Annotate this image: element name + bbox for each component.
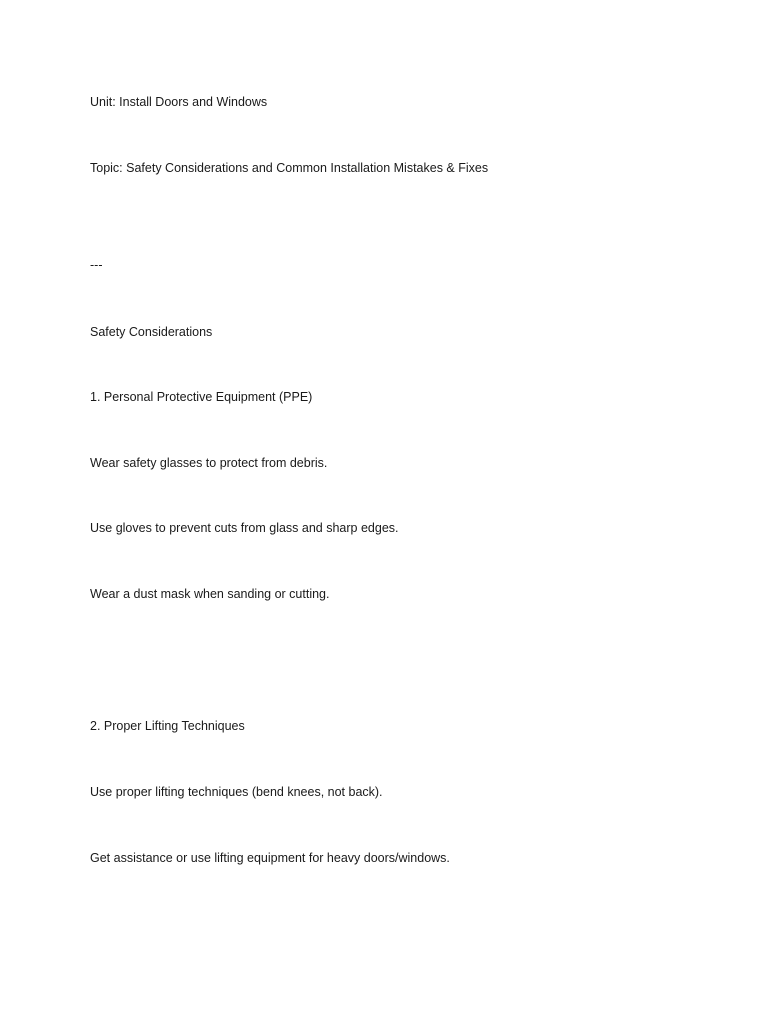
lifting-item: Get assistance or use lifting equipment for heavy doors/windows.	[90, 851, 450, 865]
lifting-heading: 2. Proper Lifting Techniques	[90, 719, 245, 733]
ppe-item: Wear a dust mask when sanding or cutting.	[90, 587, 330, 601]
ppe-heading: 1. Personal Protective Equipment (PPE)	[90, 390, 313, 404]
unit-title: Unit: Install Doors and Windows	[90, 95, 268, 109]
section-heading: Safety Considerations	[90, 325, 213, 339]
section-separator: ---	[90, 258, 103, 272]
ppe-item: Use gloves to prevent cuts from glass and sharp edges.	[90, 521, 399, 535]
lifting-item: Use proper lifting techniques (bend knees, not back).	[90, 785, 383, 799]
ppe-item: Wear safety glasses to protect from debris.	[90, 456, 328, 470]
topic-title: Topic: Safety Considerations and Common Installation Mistakes & Fixes	[90, 161, 489, 175]
